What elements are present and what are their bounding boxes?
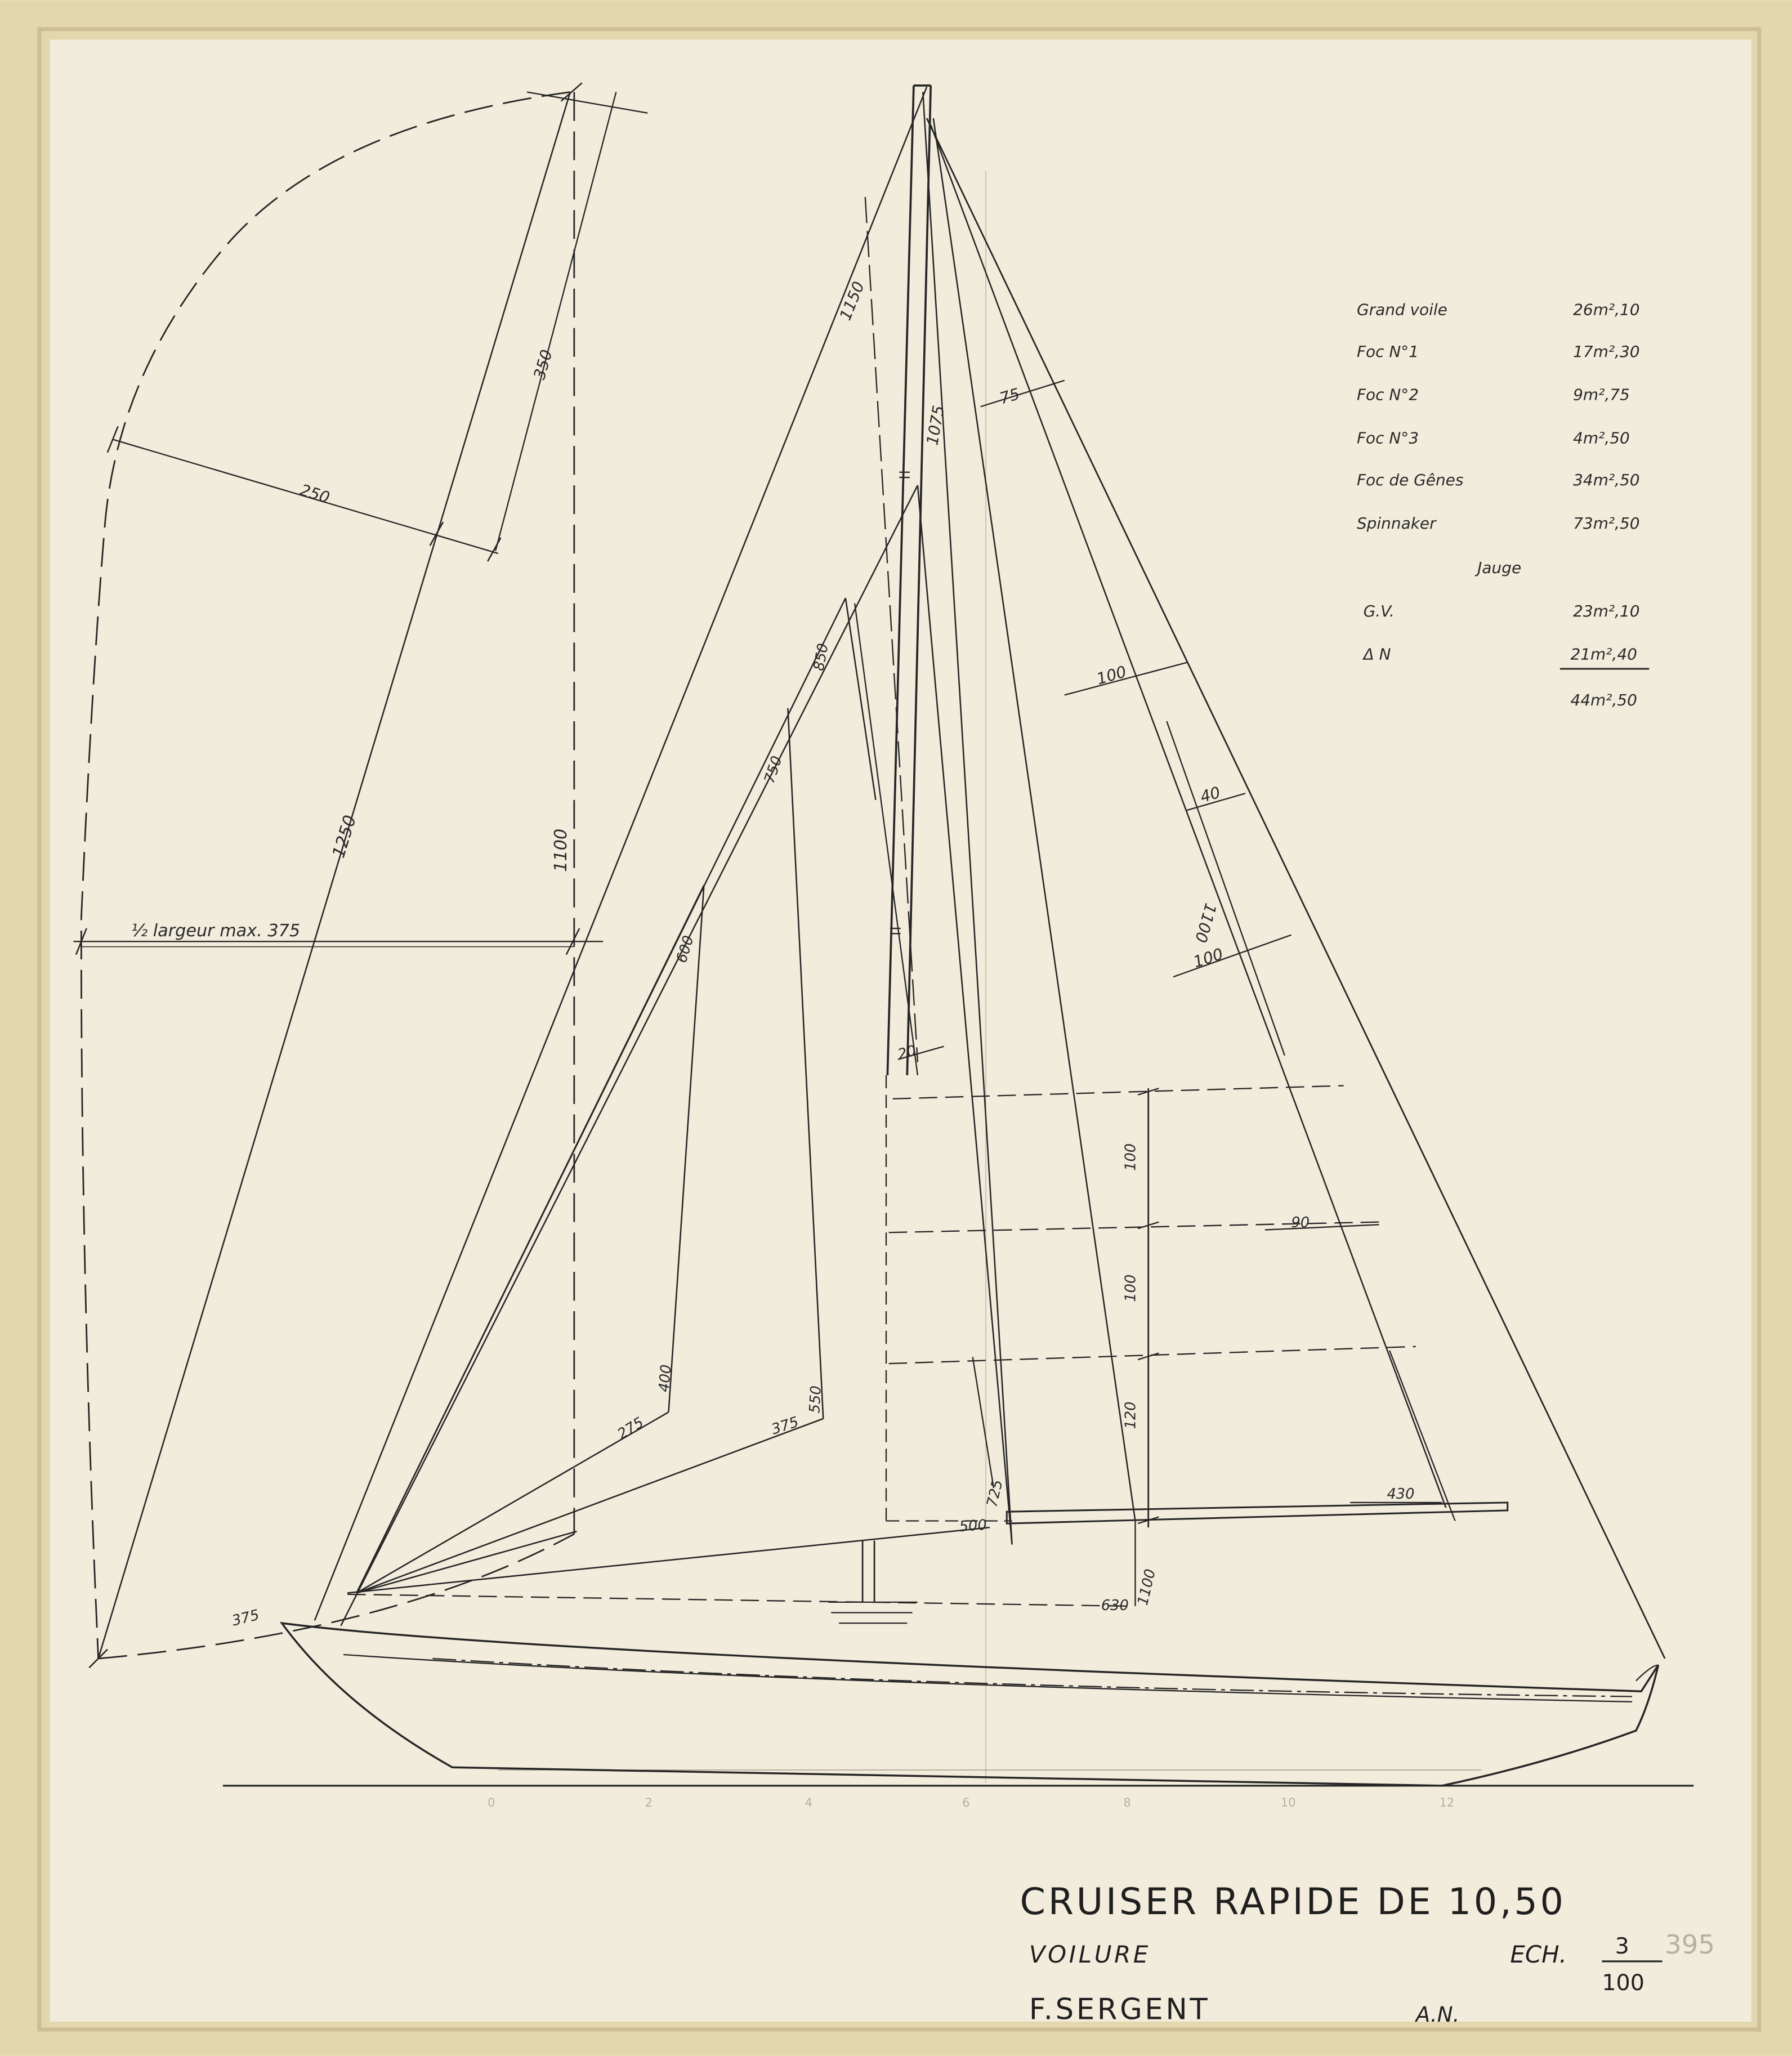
ruler-tick-8: 8 [1123, 1796, 1131, 1810]
label-staysail-foot: 630 [1101, 1597, 1129, 1614]
scale-label: ECH. [1510, 1941, 1567, 1969]
archive-number: 395 [1665, 1929, 1715, 1960]
label-batten-4: 90 [1291, 1214, 1310, 1231]
label-spinnaker-height: 1100 [551, 828, 571, 872]
drawing-subtitle: VOILURE [1029, 1941, 1151, 1969]
sail-row-name: Grand voile [1356, 300, 1447, 319]
label-height-100b: 100 [1122, 1274, 1139, 1302]
jauge-row-name: G.V. [1363, 601, 1395, 620]
sail-row-name: Foc N°2 [1356, 385, 1419, 404]
label-jib1-leech: 550 [806, 1385, 825, 1414]
scale-numerator: 3 [1615, 1933, 1629, 1959]
ruler-tick-4: 4 [805, 1796, 813, 1810]
jauge-heading: Jauge [1477, 558, 1522, 578]
sail-row-name: Foc N°3 [1356, 428, 1419, 448]
sail-row-name: Foc N°1 [1356, 342, 1419, 361]
label-batten-2: 40 [1198, 783, 1223, 807]
label-staysail-tack: 725 [984, 1478, 1007, 1509]
label-genoa-luff: 1150 [835, 279, 868, 323]
designer-name: F.SERGENT [1029, 1992, 1210, 2027]
label-jib1-luff: 750 [761, 754, 786, 786]
jauge-total: 44m²,50 [1570, 691, 1637, 710]
jauge-row-name: Δ N [1363, 645, 1391, 664]
label-genoa-leech: 850 [810, 642, 832, 672]
sail-row-area: 34m²,50 [1573, 471, 1640, 490]
drawing-title: CRUISER RAPIDE DE 10,50 [1020, 1880, 1566, 1924]
label-height-100a: 100 [1122, 1143, 1139, 1171]
label-spinnaker-leech: 1250 [329, 813, 361, 860]
sail-row-area: 4m²,50 [1573, 428, 1630, 448]
label-batten-3: 100 [1191, 944, 1226, 972]
label-main-foot: 430 [1387, 1485, 1415, 1503]
label-jib1-foot: 375 [769, 1413, 801, 1438]
ruler-tick-10: 10 [1280, 1796, 1296, 1810]
sail-row-name: Spinnaker [1356, 513, 1436, 533]
label-genoa-foot: 500 [958, 1516, 987, 1536]
label-spinnaker-top: 350 [530, 347, 556, 382]
label-boom-note: 20 [896, 1042, 918, 1063]
sail-row-name: Foc de Gênes [1356, 471, 1464, 490]
sail-row-area: 17m²,30 [1573, 342, 1640, 361]
ruler-tick-12: 12 [1439, 1796, 1455, 1810]
label-jib3-luff: 600 [673, 933, 698, 965]
ruler-tick-2: 2 [645, 1796, 653, 1810]
label-staysail-luff: 1100 [1134, 1567, 1159, 1607]
sail-row-area: 9m²,75 [1573, 385, 1630, 404]
ruler-tick-0: 0 [488, 1796, 495, 1810]
sail-row-area: 26m²,10 [1573, 300, 1640, 319]
label-half-width: ½ largeur max. 375 [131, 921, 301, 941]
scale-denominator: 100 [1602, 1970, 1644, 1996]
jauge-row-area: 21m²,40 [1570, 645, 1637, 664]
label-spinnaker-foot: 375 [230, 1606, 261, 1630]
label-mast-dim: 1075 [923, 404, 949, 447]
label-jib3-leech: 400 [655, 1364, 675, 1393]
label-jib3-foot: 275 [614, 1414, 647, 1443]
label-batten-1: 100 [1094, 662, 1129, 689]
ruler-tick-6: 6 [962, 1796, 970, 1810]
label-spinnaker-width: 250 [297, 480, 332, 507]
label-mainsail-leech: 1100 [1191, 901, 1221, 945]
tracing-paper [50, 39, 1751, 2022]
jauge-row-area: 23m²,10 [1573, 601, 1640, 620]
label-height-120: 120 [1122, 1401, 1139, 1429]
sail-row-area: 73m²,50 [1573, 513, 1640, 533]
initials: A.N. [1415, 2001, 1460, 2027]
label-mainsail-head: 75 [997, 384, 1022, 408]
